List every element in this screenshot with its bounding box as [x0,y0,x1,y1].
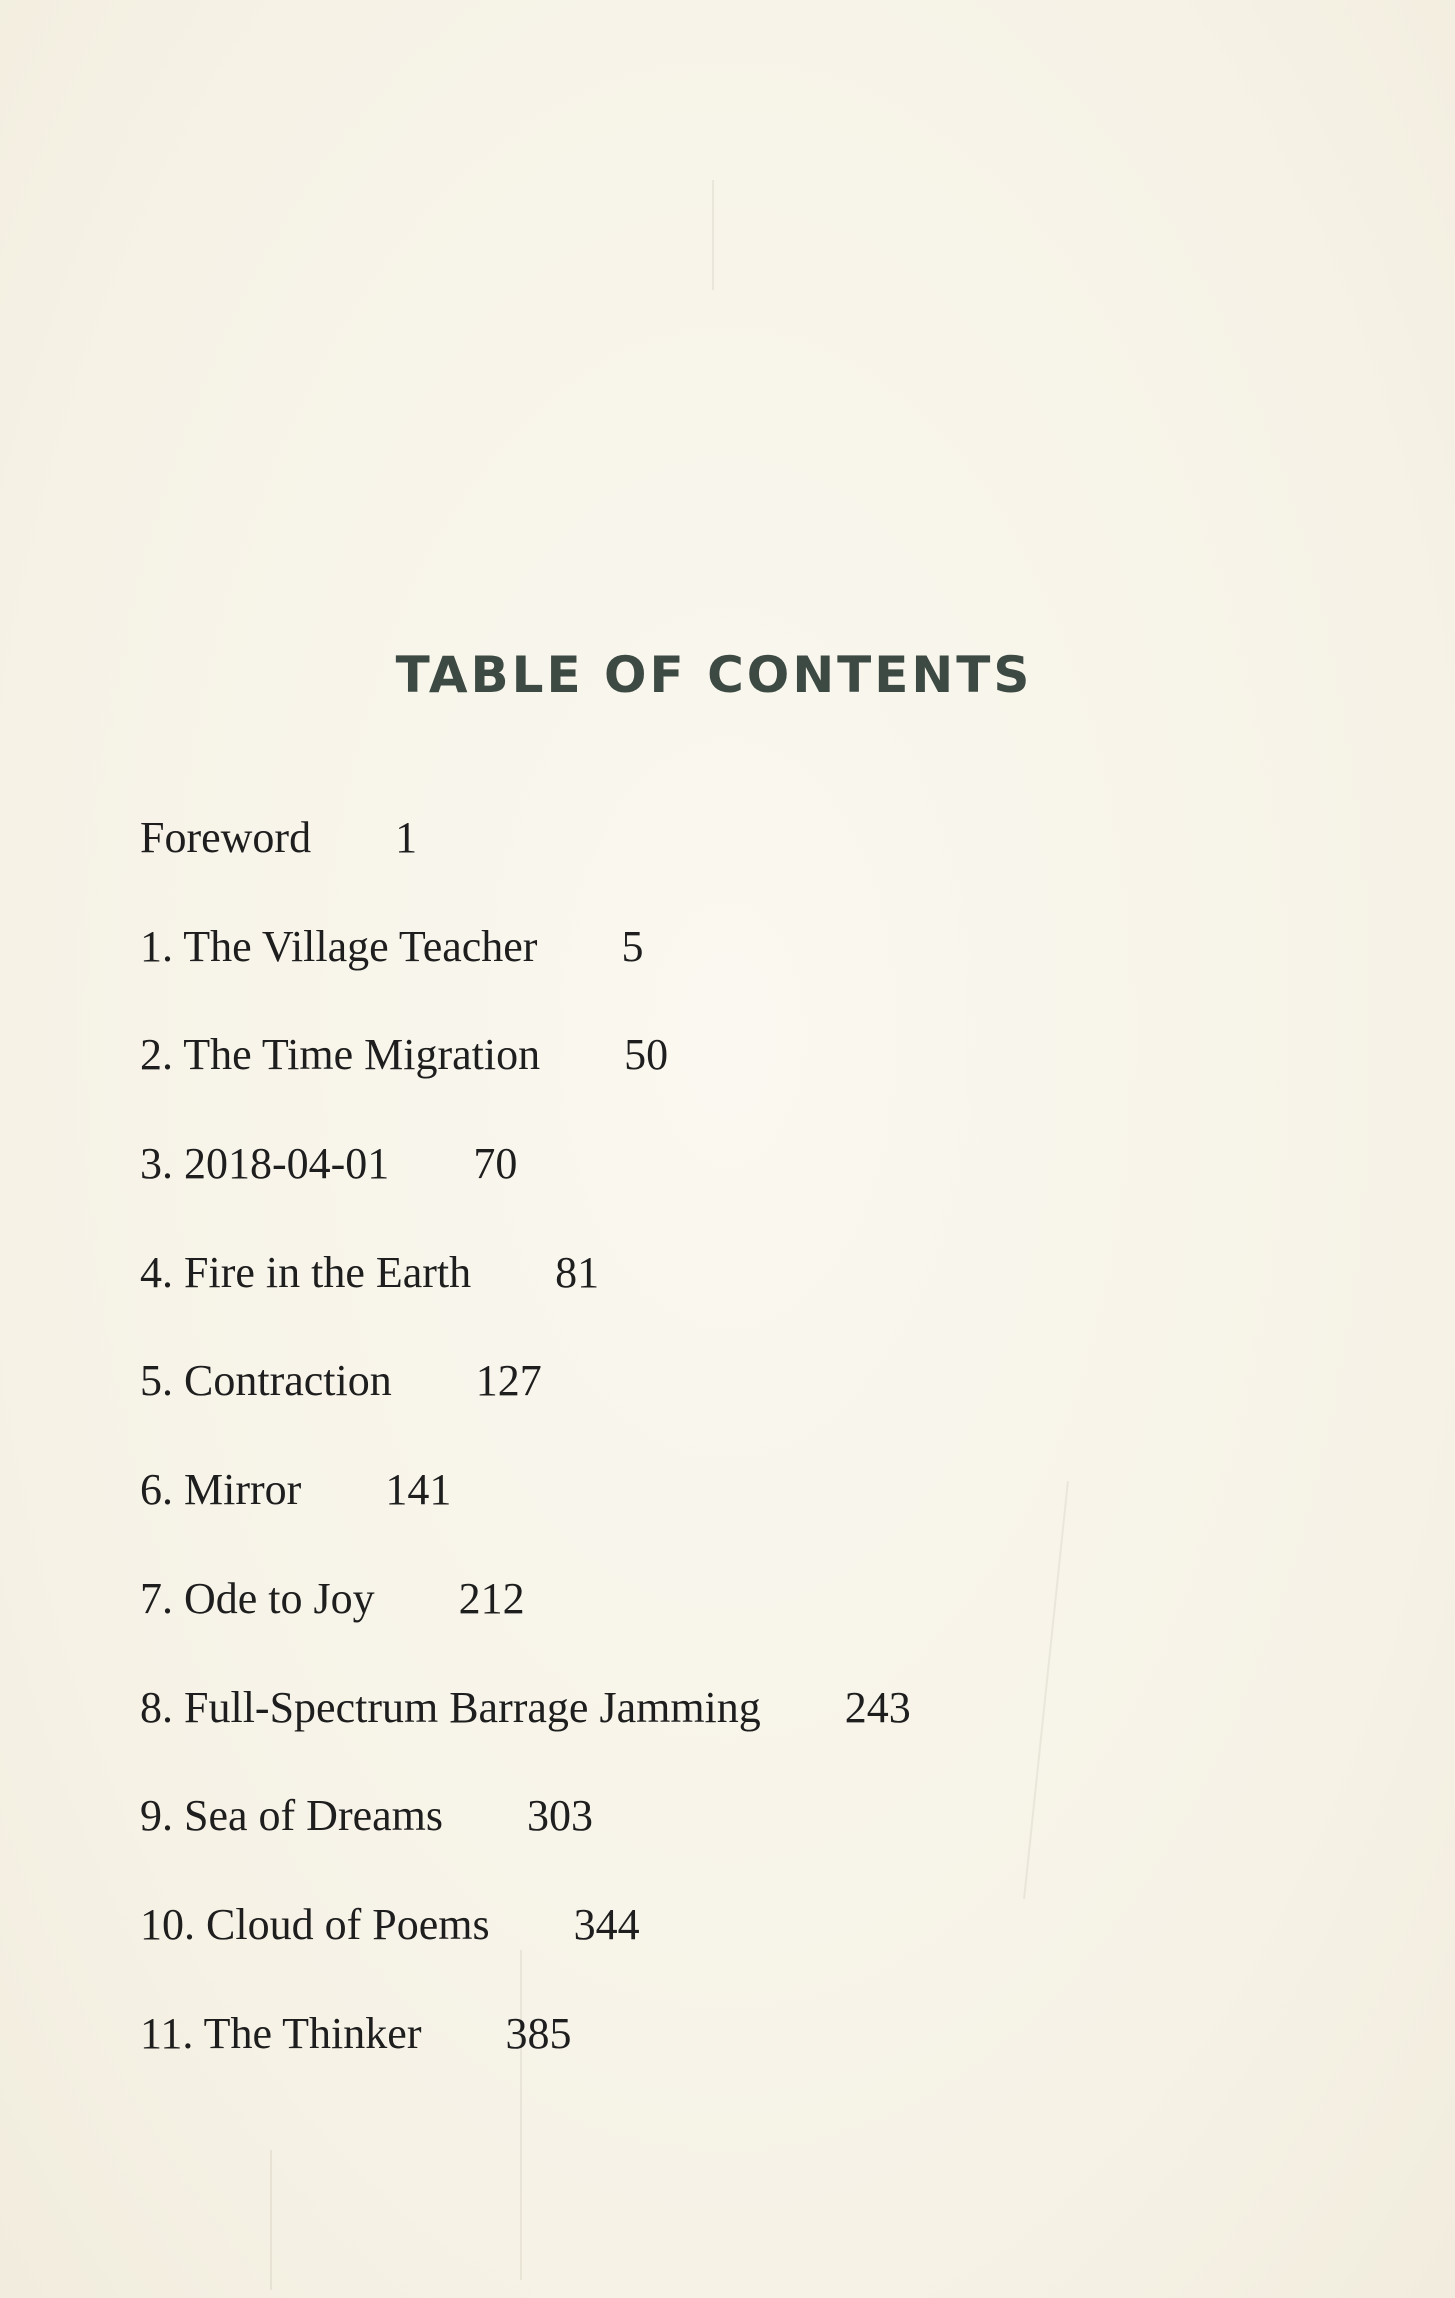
chapter-title: 5. Contraction [140,1356,392,1406]
page-number: 5 [621,921,644,971]
toc-entry[interactable] [140,1790,911,1899]
toc-entry[interactable] [140,1029,911,1138]
chapter-title: 6. Mirror [140,1465,302,1515]
toc-entry[interactable] [140,1682,911,1791]
chapter-title: 2. The Time Migration [140,1030,541,1080]
page-number: 50 [624,1030,669,1080]
page-number: 81 [555,1247,600,1297]
page-number: 127 [475,1356,542,1406]
table-of-contents [140,812,911,2116]
chapter-title: 3. 2018-04-01 [140,1139,390,1189]
page-number: 385 [505,2008,572,2058]
toc-entry[interactable] [140,1247,911,1356]
chapter-title: 1. The Village Teacher [140,921,538,971]
page-number: 243 [844,1682,911,1732]
page-number: 344 [573,1899,640,1949]
page-crease [712,180,714,290]
page-crease [270,2150,272,2290]
page-number: 70 [473,1139,518,1189]
toc-entry[interactable] [140,921,911,1030]
chapter-title: Foreword [140,813,312,862]
toc-entry[interactable] [140,2008,911,2117]
toc-entry[interactable] [140,1138,911,1247]
page-number: 303 [527,1791,594,1841]
toc-entry[interactable] [140,812,911,921]
chapter-title: 11. The Thinker [140,2008,422,2058]
page-title: TABLE OF CONTENTS [395,645,1033,704]
chapter-title: 4. Fire in the Earth [140,1247,472,1297]
chapter-title: 8. Full-Spectrum Barrage Jamming [140,1682,761,1732]
page-number: 212 [458,1573,525,1623]
toc-entry[interactable] [140,1355,911,1464]
page-number: 1 [395,813,418,862]
chapter-title: 10. Cloud of Poems [140,1899,490,1949]
toc-entry[interactable] [140,1573,911,1682]
chapter-title: 9. Sea of Dreams [140,1791,444,1841]
page-number: 141 [385,1465,452,1515]
toc-entry[interactable] [140,1464,911,1573]
chapter-title: 7. Ode to Joy [140,1573,375,1623]
toc-entry[interactable] [140,1899,911,2008]
page-crease [1023,1481,1069,1899]
